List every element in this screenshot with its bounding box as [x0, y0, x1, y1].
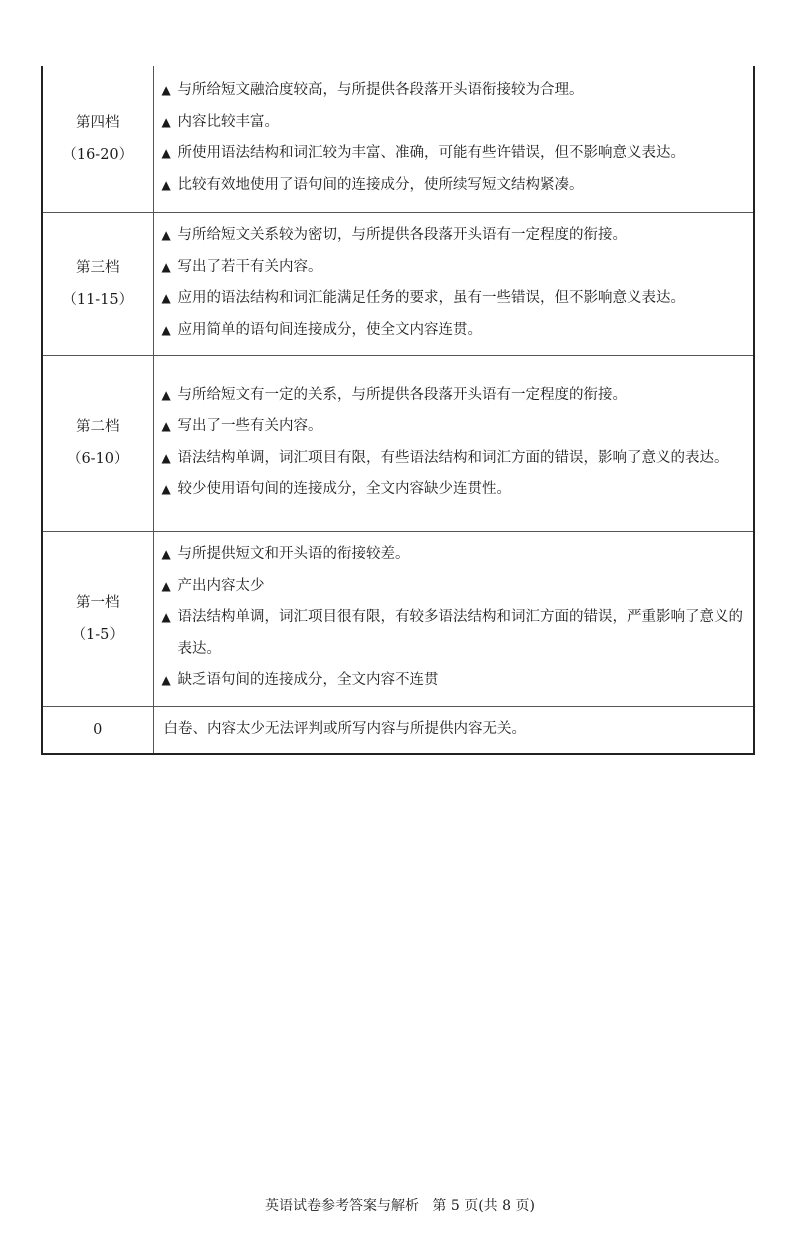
level-label-cell: [42, 355, 153, 531]
triangle-bullet-icon: ▲: [161, 450, 171, 465]
criterion-item: ▲ 语法结构单调，词汇项目很有限，有较多语法结构和词汇方面的错误，严重影响了意义的表达。: [162, 602, 748, 665]
rubric-row-level-0: [42, 706, 754, 754]
page-footer: [0, 1195, 800, 1215]
level-label-cell: [42, 706, 153, 754]
level-score-range: （1-5）: [71, 626, 124, 643]
criterion-item: ▲ 与所给短文有一定的关系，与所提供各段落开头语有一定程度的衔接。: [162, 380, 748, 412]
triangle-bullet-icon: ▲: [161, 419, 171, 433]
triangle-bullet-icon: ▲: [161, 114, 171, 129]
triangle-bullet-icon: ▲: [161, 673, 171, 688]
criterion-item: ▲ 写出了若干有关内容。: [162, 252, 748, 284]
triangle-bullet-icon: ▲: [161, 610, 171, 625]
triangle-bullet-icon: ▲: [161, 291, 171, 305]
criterion-item: ▲ 比较有效地使用了语句间的连接成分，使所续写短文结构紧凑。: [162, 170, 748, 202]
triangle-bullet-icon: ▲: [161, 547, 171, 562]
triangle-bullet-icon: ▲: [161, 83, 171, 98]
triangle-bullet-icon: ▲: [161, 146, 171, 161]
level-label-cell: [42, 212, 153, 355]
criterion-item: ▲ 应用简单的语句间连接成分，使全文内容连贯。: [162, 315, 748, 347]
level-name: 第二档: [76, 419, 120, 435]
scoring-rubric-table: [41, 66, 755, 755]
footer-page-number: 第 5 页(共 8 页): [432, 1198, 535, 1214]
level-name: 第一档: [76, 594, 120, 611]
rubric-row-level-3: [42, 212, 754, 355]
criterion-item: ▲ 与所给短文融洽度较高，与所提供各段落开头语衔接较为合理。: [162, 75, 748, 107]
rubric-row-level-2: [42, 355, 754, 531]
level-score-range: （16-20）: [62, 146, 134, 163]
criterion-item: ▲ 所使用语法结构和词汇较为丰富、准确，可能有些许错误，但不影响意义表达。: [162, 138, 748, 170]
criterion-item: ▲ 较少使用语句间的连接成分，全文内容缺少连贯性。: [162, 474, 748, 506]
level-score-zero: 0: [93, 721, 103, 738]
level-label-cell: [42, 531, 153, 706]
criterion-item: ▲ 内容比较丰富。: [162, 107, 748, 139]
level-name: 第三档: [76, 259, 120, 276]
criterion-item: ▲ 产出内容太少: [162, 571, 748, 603]
rubric-row-level-1: [42, 531, 754, 706]
level-criteria-cell: [153, 531, 754, 706]
zero-level-description: 白卷、内容太少无法评判或所写内容与所提供内容无关。: [163, 721, 526, 738]
triangle-bullet-icon: ▲: [161, 228, 171, 242]
level-label-cell: [42, 66, 153, 212]
level-score-range: （6-10）: [66, 451, 129, 467]
triangle-bullet-icon: ▲: [161, 177, 171, 192]
criterion-item: ▲ 与所给短文关系较为密切，与所提供各段落开头语有一定程度的衔接。: [162, 220, 748, 252]
level-criteria-cell: [153, 66, 754, 212]
criterion-item: ▲ 语法结构单调，词汇项目有限，有些语法结构和词汇方面的错误，影响了意义的表达。: [162, 443, 748, 475]
triangle-bullet-icon: ▲: [161, 322, 171, 337]
level-criteria-cell: [153, 355, 754, 531]
criterion-item: ▲ 应用的语法结构和词汇能满足任务的要求，虽有一些错误，但不影响意义表达。: [162, 283, 748, 315]
triangle-bullet-icon: ▲: [161, 578, 171, 593]
level-score-range: （11-15）: [62, 291, 134, 308]
level-criteria-cell: [153, 706, 754, 754]
footer-title: 英语试卷参考答案与解析: [265, 1198, 420, 1214]
triangle-bullet-icon: ▲: [161, 387, 171, 402]
criterion-item: ▲ 与所提供短文和开头语的衔接较差。: [162, 539, 748, 571]
level-name: 第四档: [76, 114, 120, 131]
level-criteria-cell: [153, 212, 754, 355]
triangle-bullet-icon: ▲: [161, 482, 171, 496]
criterion-item: ▲ 写出了一些有关内容。: [162, 411, 748, 443]
triangle-bullet-icon: ▲: [161, 259, 171, 274]
rubric-row-level-4: [42, 66, 754, 212]
criterion-item: ▲ 缺乏语句间的连接成分，全文内容不连贯: [162, 665, 748, 697]
